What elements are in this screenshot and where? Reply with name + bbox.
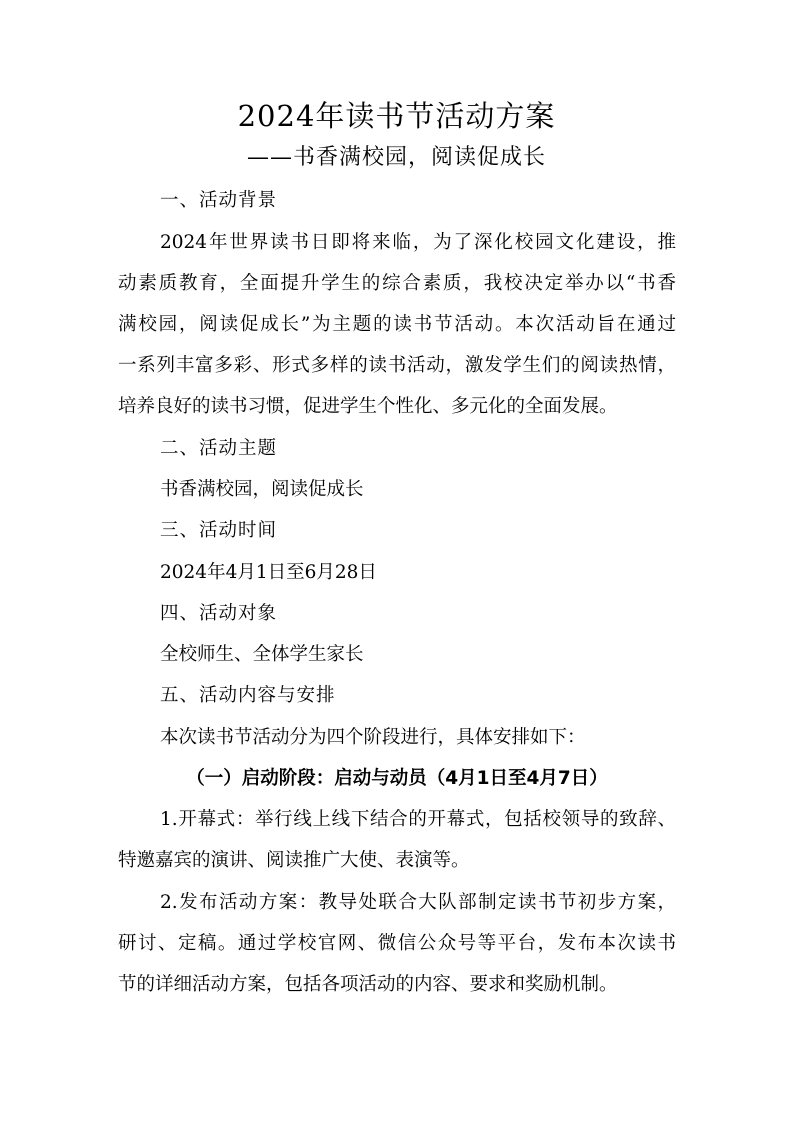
paragraph-line: 本次读书节活动分为四个阶段进行，具体安排如下： <box>160 727 586 748</box>
paragraph-line: 培养良好的读书习惯，促进学生个性化、多元化的全面发展。 <box>118 396 618 417</box>
paragraph-line: 满校园，阅读促成长”为主题的读书节活动。本次活动旨在通过 <box>118 314 676 335</box>
document-title: 2024年读书节活动方案 <box>237 99 556 133</box>
section-heading-content: 五、活动内容与安排 <box>160 685 336 706</box>
stage-heading: （一）启动阶段：启动与动员（4月1日至4月7日） <box>186 768 608 789</box>
list-item-line: 节的详细活动方案，包括各项活动的内容、要求和奖励机制。 <box>118 974 618 995</box>
list-item-line: 1.开幕式：举行线上线下结合的开幕式，包括校领导的致辞、 <box>160 809 676 830</box>
paragraph-line: 2024年世界读书日即将来临，为了深化校园文化建设，推 <box>160 232 676 253</box>
theme-text: 书香满校园，阅读促成长 <box>160 479 364 500</box>
list-item-line: 研讨、定稿。通过学校官网、微信公众号等平台，发布本次读书 <box>118 933 676 954</box>
section-heading-theme: 二、活动主题 <box>160 438 278 459</box>
list-item-line: 2.发布活动方案：教导处联合大队部制定读书节初步方案， <box>160 892 676 913</box>
list-item-line: 特邀嘉宾的演讲、阅读推广大使、表演等。 <box>118 850 470 871</box>
audience-text: 全校师生、全体学生家长 <box>160 644 364 665</box>
section-heading-time: 三、活动时间 <box>160 520 278 541</box>
paragraph-line: 一系列丰富多彩、形式多样的读书活动，激发学生们的阅读热情， <box>118 355 676 376</box>
document-subtitle: ——书香满校园，阅读促成长 <box>246 145 546 170</box>
time-text: 2024年4月1日至6月28日 <box>160 562 377 583</box>
section-heading-audience: 四、活动对象 <box>160 603 278 624</box>
section-heading-background: 一、活动背景 <box>160 190 278 211</box>
paragraph-line: 动素质教育，全面提升学生的综合素质，我校决定举办以“书香 <box>118 273 676 294</box>
